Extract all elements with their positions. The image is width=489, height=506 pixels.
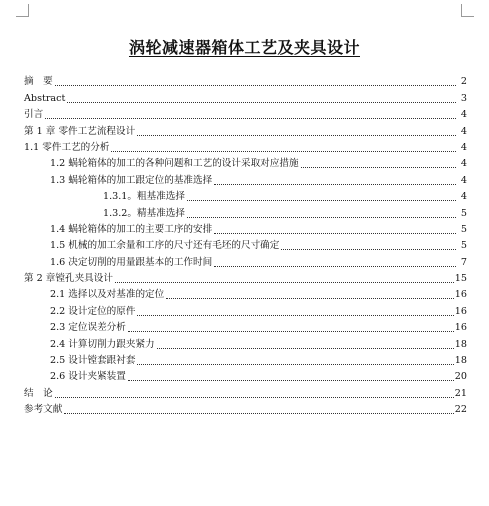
toc-entry-label: 摘 要 bbox=[24, 76, 53, 88]
toc-entry-label: 1.1 零件工艺的分析 bbox=[24, 141, 110, 153]
toc-entry-label: 第 2 章镗孔夹具设计 bbox=[24, 273, 113, 285]
toc-entry-page-number: 5 bbox=[460, 223, 467, 235]
toc-entry-label: 1.3.1。粗基准选择 bbox=[103, 191, 185, 203]
toc-entry-label: 2.2 设计定位的原件 bbox=[50, 305, 136, 317]
document-title bbox=[0, 35, 489, 58]
toc-entry-page-number: 21 bbox=[454, 387, 467, 399]
crop-mark-top-right bbox=[461, 4, 474, 17]
toc-dot-leader bbox=[214, 184, 456, 185]
toc-dot-leader bbox=[187, 217, 456, 218]
toc-entry[interactable] bbox=[24, 269, 467, 285]
toc-entry-label: 2.4 计算切削力跟夹紧力 bbox=[50, 338, 155, 350]
toc-entry-label: 2.6 设计夹紧装置 bbox=[50, 371, 126, 383]
toc-entry[interactable] bbox=[24, 187, 467, 203]
toc-entry-page-number: 4 bbox=[460, 109, 467, 121]
toc-entry[interactable] bbox=[24, 383, 467, 399]
toc-entry-page-number: 18 bbox=[454, 338, 467, 350]
toc-entry-label: 结 论 bbox=[24, 387, 53, 399]
toc-entry[interactable] bbox=[24, 400, 467, 416]
toc-entry-label: 1.2 蜗轮箱体的加工的各种问题和工艺的设计采取对应措施 bbox=[50, 158, 299, 170]
toc-entry-label: 1.3 蜗轮箱体的加工跟定位的基准选择 bbox=[50, 174, 213, 186]
toc-entry[interactable] bbox=[24, 367, 467, 383]
toc-dot-leader bbox=[55, 397, 454, 398]
toc-entry-page-number: 22 bbox=[454, 404, 467, 416]
toc-entry-page-number: 5 bbox=[460, 240, 467, 252]
toc-entry[interactable] bbox=[24, 121, 467, 137]
toc-entry-page-number: 4 bbox=[460, 141, 467, 153]
toc-entry[interactable] bbox=[24, 285, 467, 301]
toc-entry-page-number: 5 bbox=[460, 207, 467, 219]
toc-entry-label: 2.3 定位误差分析 bbox=[50, 322, 126, 334]
toc-dot-leader bbox=[128, 380, 454, 381]
toc-dot-leader bbox=[115, 282, 454, 283]
toc-entry[interactable] bbox=[24, 236, 467, 252]
toc-dot-leader bbox=[137, 135, 456, 136]
toc-entry[interactable] bbox=[24, 318, 467, 334]
toc-entry-label: 1.5 机械的加工余量和工序的尺寸还有毛坯的尺寸确定 bbox=[50, 240, 280, 252]
toc-entry-label: 第 1 章 零件工艺流程设计 bbox=[24, 125, 136, 137]
toc-entry[interactable] bbox=[24, 170, 467, 186]
toc-entry-page-number: 20 bbox=[454, 371, 467, 383]
toc-entry-page-number: 4 bbox=[460, 125, 467, 137]
toc-entry[interactable] bbox=[24, 154, 467, 170]
toc-dot-leader bbox=[214, 266, 456, 267]
toc-entry-label: 1.4 蜗轮箱体的加工的主要工序的安排 bbox=[50, 223, 213, 235]
toc-dot-leader bbox=[281, 249, 456, 250]
toc-dot-leader bbox=[214, 233, 456, 234]
toc-dot-leader bbox=[64, 413, 453, 414]
crop-mark-top-left bbox=[16, 4, 29, 17]
toc-entry-page-number: 4 bbox=[460, 158, 467, 170]
toc-dot-leader bbox=[187, 200, 456, 201]
toc-entry-page-number: 16 bbox=[454, 289, 467, 301]
toc-entry[interactable] bbox=[24, 105, 467, 121]
toc-entry-label: 引言 bbox=[24, 109, 44, 121]
toc-entry-label: 1.6 决定切削的用量跟基本的工作时间 bbox=[50, 256, 213, 268]
toc-dot-leader bbox=[166, 298, 454, 299]
toc-entry-page-number: 4 bbox=[460, 174, 467, 186]
toc-entry-label: 1.3.2。精基准选择 bbox=[103, 207, 185, 219]
toc-dot-leader bbox=[128, 331, 454, 332]
toc-entry-page-number: 16 bbox=[454, 305, 467, 317]
toc-entry[interactable] bbox=[24, 72, 467, 88]
toc-dot-leader bbox=[137, 315, 453, 316]
toc-entry[interactable] bbox=[24, 351, 467, 367]
toc-entry[interactable] bbox=[24, 138, 467, 154]
toc-entry[interactable] bbox=[24, 334, 467, 350]
toc-entry-page-number: 7 bbox=[460, 256, 467, 268]
toc-entry-page-number: 3 bbox=[460, 92, 467, 104]
toc-dot-leader bbox=[45, 118, 456, 119]
toc-dot-leader bbox=[111, 151, 456, 152]
toc-entry-label: 参考文献 bbox=[24, 404, 63, 416]
toc-entry-label: 2.1 选择以及对基准的定位 bbox=[50, 289, 165, 301]
toc-dot-leader bbox=[67, 102, 456, 103]
toc-dot-leader bbox=[157, 348, 454, 349]
document-title-text: 涡轮减速器箱体工艺及夹具设计 bbox=[128, 38, 360, 57]
toc-entry-page-number: 16 bbox=[454, 322, 467, 334]
toc-dot-leader bbox=[137, 364, 453, 365]
toc-dot-leader bbox=[301, 167, 456, 168]
toc-entry[interactable] bbox=[24, 301, 467, 317]
toc-entry-label: Abstract bbox=[24, 92, 66, 104]
toc-entry[interactable] bbox=[24, 88, 467, 104]
toc-entry-label: 2.5 设计镗套跟衬套 bbox=[50, 355, 136, 367]
toc-entry-page-number: 18 bbox=[454, 355, 467, 367]
toc-entry[interactable] bbox=[24, 252, 467, 268]
toc-dot-leader bbox=[55, 85, 456, 86]
toc-entry[interactable] bbox=[24, 203, 467, 219]
toc-entry-page-number: 15 bbox=[454, 273, 467, 285]
toc-entry[interactable] bbox=[24, 220, 467, 236]
toc-entry-page-number: 2 bbox=[460, 76, 467, 88]
table-of-contents bbox=[24, 72, 467, 416]
toc-entry-page-number: 4 bbox=[460, 191, 467, 203]
